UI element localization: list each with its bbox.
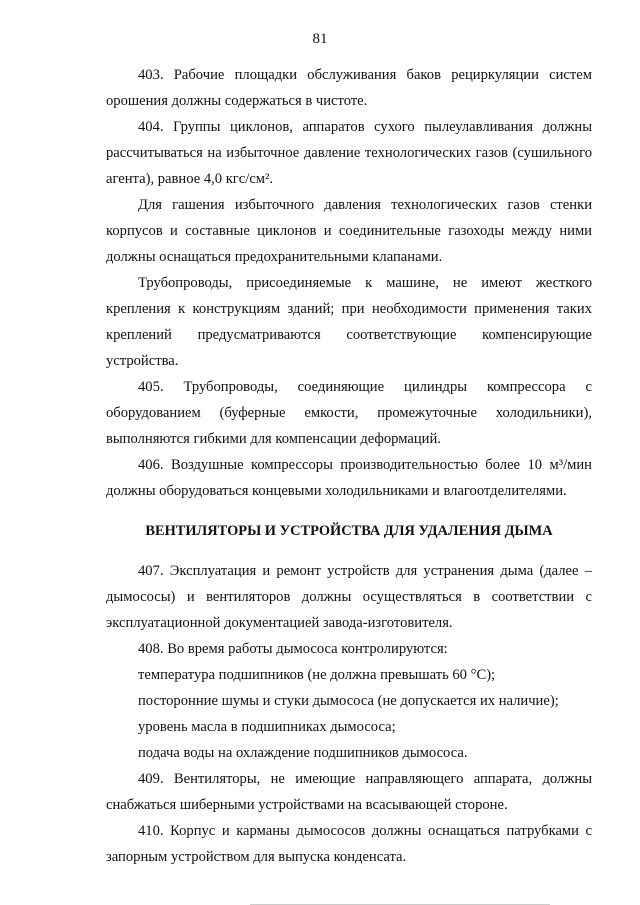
list-item: температура подшипников (не должна превышать 60 °С); [138,667,496,683]
paragraph-410: 410. Корпус и карманы дымососов должны оснащаться патрубками с запорным устройством для выпуска конденсата. [106,823,592,865]
paragraph-404: 404. Группы циклонов, аппаратов сухого пылеулавливания должны рассчитываться на избыточное давление технологических газов (сушильного агента), равное 4,0 кгс/см². [106,119,592,187]
paragraph-403: 403. Рабочие площадки обслуживания баков рециркуляции систем орошения должны содержаться в чистоте. [106,67,592,109]
list-item: уровень масла в подшипниках дымососа; [138,719,396,735]
list-item: подача воды на охлаждение подшипников дымососа. [138,745,468,761]
paragraph-408: 408. Во время работы дымососа контролируются: [138,641,448,657]
paragraph-405: 405. Трубопроводы, соединяющие цилиндры компрессора с оборудованием (буферные емкости, промежуточные холодильники), выполняются гибкими для компенсации деформаций. [106,379,592,447]
paragraph-404-pressure-relief: Для гашения избыточного давления технологических газов стенки корпусов и составные циклонов и соединительные газоходы между ними должны оснащаться предохранительными клапанами. [106,197,592,265]
page-number: 81 [312,31,328,47]
document-body [106,62,592,870]
section-heading: ВЕНТИЛЯТОРЫ И УСТРОЙСТВА ДЛЯ УДАЛЕНИЯ ДЫМА [145,523,553,539]
paragraph-409: 409. Вентиляторы, не имеющие направляющего аппарата, должны снабжаться шиберными устройствами на всасывающей стороне. [106,771,592,813]
list-item: посторонние шумы и стуки дымососа (не допускается их наличие); [138,693,559,709]
paragraph-407: 407. Эксплуатация и ремонт устройств для устранения дыма (далее – дымососы) и вентиляторов должны осуществляться в соответствии с эксплуатационной документацией завода-изготовителя. [106,563,592,631]
paragraph-406: 406. Воздушные компрессоры производительностью более 10 м³/мин должны оборудоваться концевыми холодильниками и влагоотделителями. [106,457,592,499]
paragraph-404-pipelines: Трубопроводы, присоединяемые к машине, не имеют жесткого крепления к конструкциям зданий; при необходимости применения таких креплений предусматриваются соответствующие компенсирующие устройства. [106,275,592,369]
